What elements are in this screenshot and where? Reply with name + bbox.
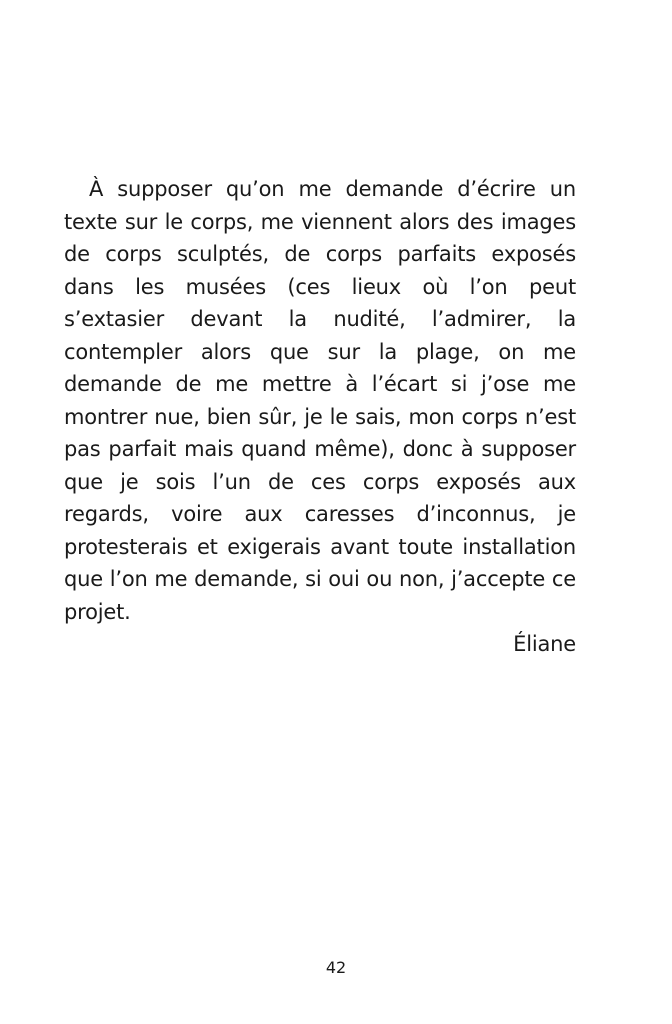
text-block [64,173,576,661]
page-number: 42 [325,958,347,977]
author-signature: Éliane [513,632,576,656]
body-paragraph: À supposer qu’on me demande d’écrire un texte sur le corps, me viennent alors des images de corps sculptés, de corps parfaits exposés dans les musées (ces lieux où l’on peut s’extasier devant la nudité, l’admirer, la contempler alors que sur la plage, on me demande de me mettre à l’écart si j’ose me montrer nue, bien sûr, je le sais, mon corps n’est pas parfait mais quand même), donc à supposer que je sois l’un de ces corps exposés aux regards, voire aux caresses d’inconnus, je protesterais et exigerais avant toute installation que l’on me demande, si oui ou non, j’accepte ce projet. [64,177,576,624]
